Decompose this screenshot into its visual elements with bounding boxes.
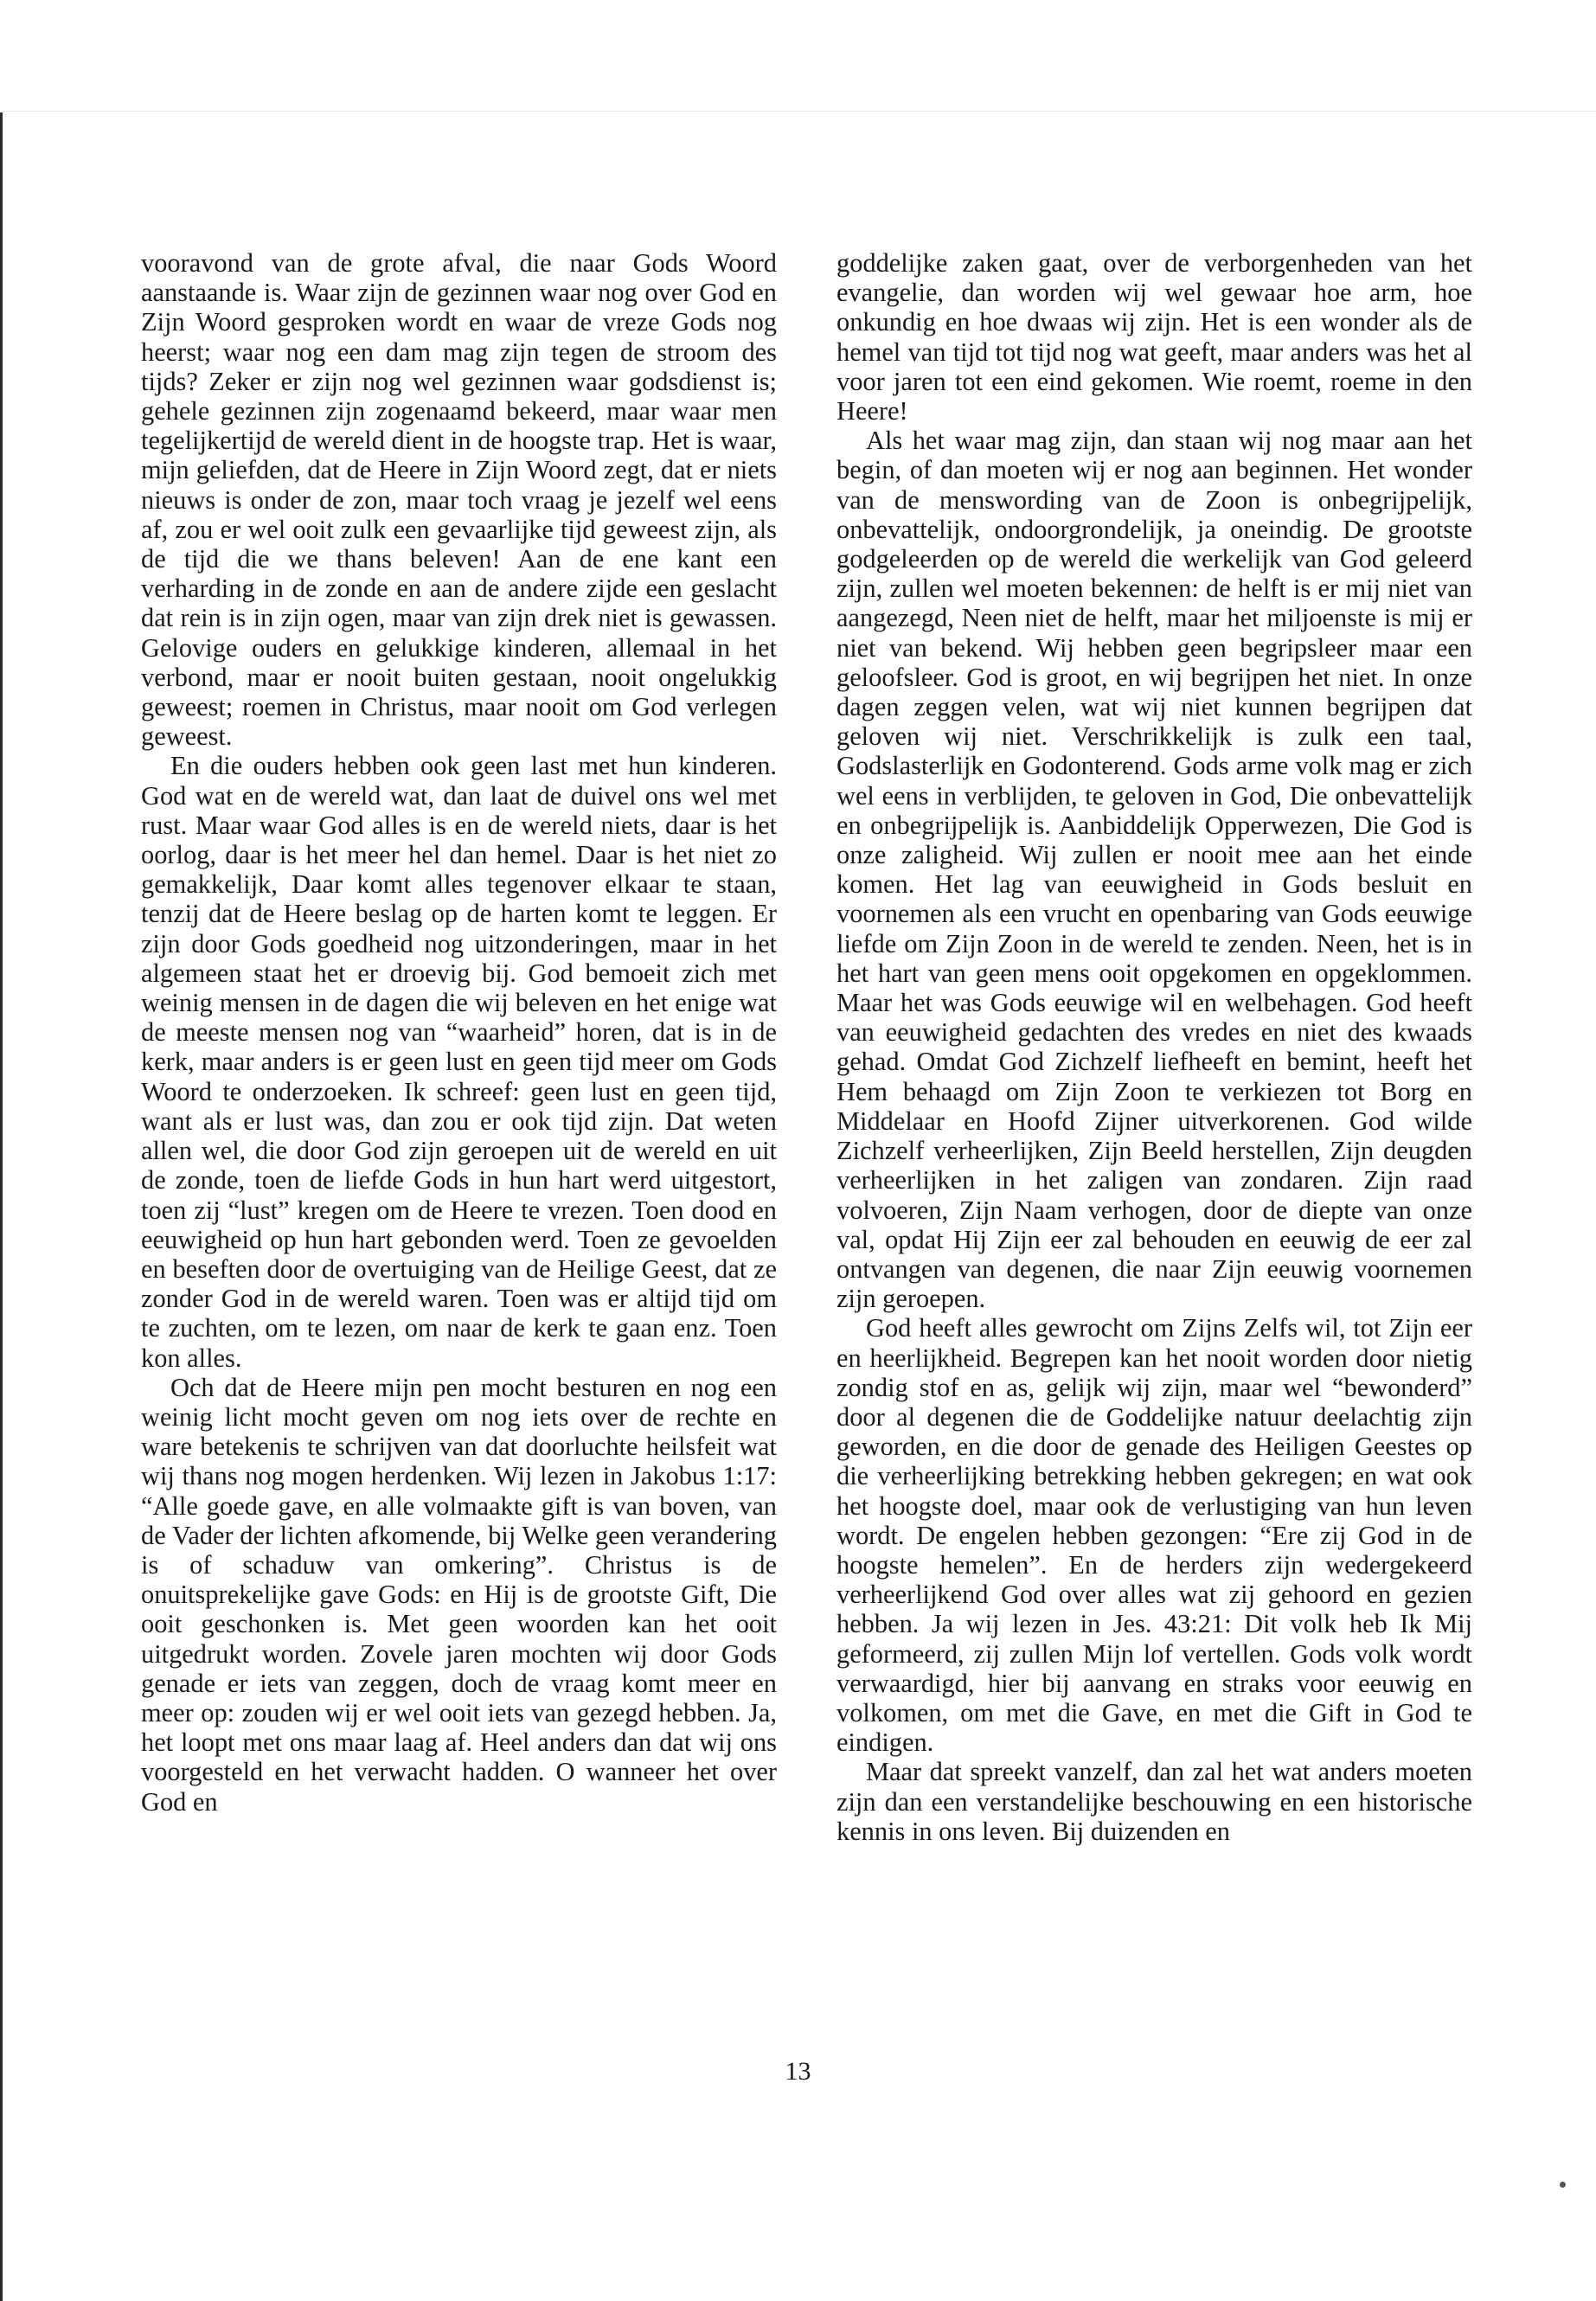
scan-edge-left (0, 112, 3, 2301)
page-number: 13 (785, 2057, 811, 2086)
paragraph: God heeft alles gewrocht om Zijns Zelfs wil, tot Zijn eer en heerlijkheid. Begrepen kan het nooit worden door nietig zondig stof en as, gelijk wij zijn, maar wel “bewonderd” door al degenen die de Goddelijke natuur deelachtig zijn geworden, en die door de genade des Heiligen Geestes op die verheerlijking betrekking hebben gekregen; en wat ook het hoogste doel, maar ook de verlustiging van hun leven wordt. De engelen hebben gezongen: “Ere zij God in de hoogste hemelen”. En de herders zijn wedergekeerd verheerlijkend God over alles wat zij gehoord en gezien hebben. Ja wij lezen in Jes. 43:21: Dit volk heb Ik Mij geformeerd, zij zullen Mijn lof vertellen. Gods volk wordt verwaardigd, hier bij aanvang en straks voor eeuwig en volkomen, om met die Gave, en met die Gift in God te eindigen. (836, 1313, 1472, 1758)
right-column (836, 248, 1472, 1846)
scan-edge-top (0, 111, 1596, 112)
paragraph: vooravond van de grote afval, die naar Gods Woord aanstaande is. Waar zijn de gezinnen waar nog over God en Zijn Woord gesproken wordt en waar de vreze Gods nog heerst; waar nog een dam mag zijn tegen de stroom des tijds? Zeker er zijn nog wel gezinnen waar godsdienst is; gehele gezinnen zijn zogenaamd bekeerd, maar waar men tegelijkertijd de wereld dient in de hoogste trap. Het is waar, mijn geliefden, dat de Heere in Zijn Woord zegt, dat er niets nieuws is onder de zon, maar toch vraag je jezelf wel eens af, zou er wel ooit zulk een gevaarlijke tijd geweest zijn, als de tijd die we thans beleven! Aan de ene kant een verharding in de zonde en aan de andere zijde een geslacht dat rein is in zijn ogen, maar van zijn drek niet is gewassen. Gelovige ouders en gelukkige kinderen, allemaal in het verbond, maar er nooit buiten gestaan, nooit ongelukkig geweest; roemen in Christus, maar nooit om God verlegen geweest. (141, 248, 777, 752)
scan-speck (1560, 2182, 1566, 2188)
paragraph: goddelijke zaken gaat, over de verborgenheden van het evangelie, dan worden wij wel gewaar hoe arm, hoe onkundig en hoe dwaas wij zijn. Het is een wonder als de hemel van tijd tot tijd nog wat geeft, maar anders was het al voor jaren tot een eind gekomen. Wie roemt, roeme in den Heere! (836, 248, 1472, 426)
paragraph: Als het waar mag zijn, dan staan wij nog maar aan het begin, of dan moeten wij er nog aan beginnen. Het wonder van de menswording van de Zoon is onbegrijpelijk, onbevattelijk, ondoorgrondelijk, ja oneindig. De grootste godgeleerden op de wereld die werkelijk van God geleerd zijn, zullen wel moeten bekennen: de helft is er mij niet van aangezegd, Neen niet de helft, maar het miljoenste is mij er niet van bekend. Wij hebben geen begripsleer maar een geloofsleer. God is groot, en wij begrijpen het niet. In onze dagen zeggen velen, wat wij niet kunnen begrijpen dat geloven wij niet. Verschrikkelijk is zulk een taal, Godslasterlijk en Godonterend. Gods arme volk mag er zich wel eens in verblijden, te geloven in God, Die onbevattelijk en onbegrijpelijk is. Aanbiddelijk Opperwezen, Die God is onze zaligheid. Wij zullen er nooit mee aan het einde komen. Het lag van eeuwigheid in Gods besluit en voornemen als een vrucht en openbaring van Gods eeuwige liefde om Zijn Zoon in de wereld te zenden. Neen, het is in het hart van geen mens ooit opgekomen en opgeklommen. Maar het was Gods eeuwige wil en welbehagen. God heeft van eeuwigheid gedachten des vredes en niet des kwaads gehad. Omdat God Zichzelf liefheeft en bemint, heeft het Hem behaagd om Zijn Zoon te verkiezen tot Borg en Middelaar en Hoofd Zijner uitverkorenen. God wilde Zichzelf verheerlijken, Zijn Beeld herstellen, Zijn deugden verheerlijken in het zaligen van zondaren. Zijn raad volvoeren, Zijn Naam verhogen, door de diepte van onze val, opdat Hij Zijn eer zal behouden en eeuwig de eer zal ontvangen van degenen, die naar Zijn eeuwig voornemen zijn geroepen. (836, 426, 1472, 1314)
left-column (141, 248, 777, 1817)
paragraph: Maar dat spreekt vanzelf, dan zal het wat anders moeten zijn dan een verstandelijke beschouwing en een historische kennis in ons leven. Bij duizenden en (836, 1757, 1472, 1846)
paragraph: Och dat de Heere mijn pen mocht besturen en nog een weinig licht mocht geven om nog iets over de rechte en ware betekenis te schrijven van dat doorluchte heilsfeit wat wij thans nog mogen herdenken. Wij lezen in Jakobus 1:17: “Alle goede gave, en alle volmaakte gift is van boven, van de Vader der lichten afkomende, bij Welke geen verandering is of schaduw van omkering”. Christus is de onuitsprekelijke gave Gods: en Hij is de grootste Gift, Die ooit geschonken is. Met geen woorden kan het ooit uitgedrukt worden. Zovele jaren mochten wij door Gods genade er iets van zeggen, doch de vraag komt meer en meer op: zouden wij er wel ooit iets van gezegd hebben. Ja, het loopt met ons maar laag af. Heel anders dan dat wij ons voorgesteld en het verwacht hadden. O wanneer het over God en (141, 1372, 777, 1817)
paragraph: En die ouders hebben ook geen last met hun kinderen. God wat en de wereld wat, dan laat de duivel ons wel met rust. Maar waar God alles is en de wereld niets, daar is het oorlog, daar is het meer hel dan hemel. Daar is het niet zo gemakkelijk, Daar komt alles tegenover elkaar te staan, tenzij dat de Heere beslag op de harten komt te leggen. Er zijn door Gods goedheid nog uitzonderingen, maar in het algemeen staat het er droevig bij. God bemoeit zich met weinig mensen in de dagen die wij beleven en het enige wat de meeste mensen nog van “waarheid” horen, dat is in de kerk, maar anders is er geen lust en geen tijd meer om Gods Woord te onderzoeken. Ik schreef: geen lust en geen tijd, want als er lust was, dan zou er ook tijd zijn. Dat weten allen wel, die door God zijn geroepen uit de wereld en uit de zonde, toen de liefde Gods in hun hart werd uitgestort, toen zij “lust” kregen om de Heere te vrezen. Toen dood en eeuwigheid op hun hart gebonden werd. Toen ze gevoelden en beseften door de overtuiging van de Heilige Geest, dat ze zonder God in de wereld waren. Toen was er altijd tijd om te zuchten, om te lezen, om naar de kerk te gaan enz. Toen kon alles. (141, 751, 777, 1373)
